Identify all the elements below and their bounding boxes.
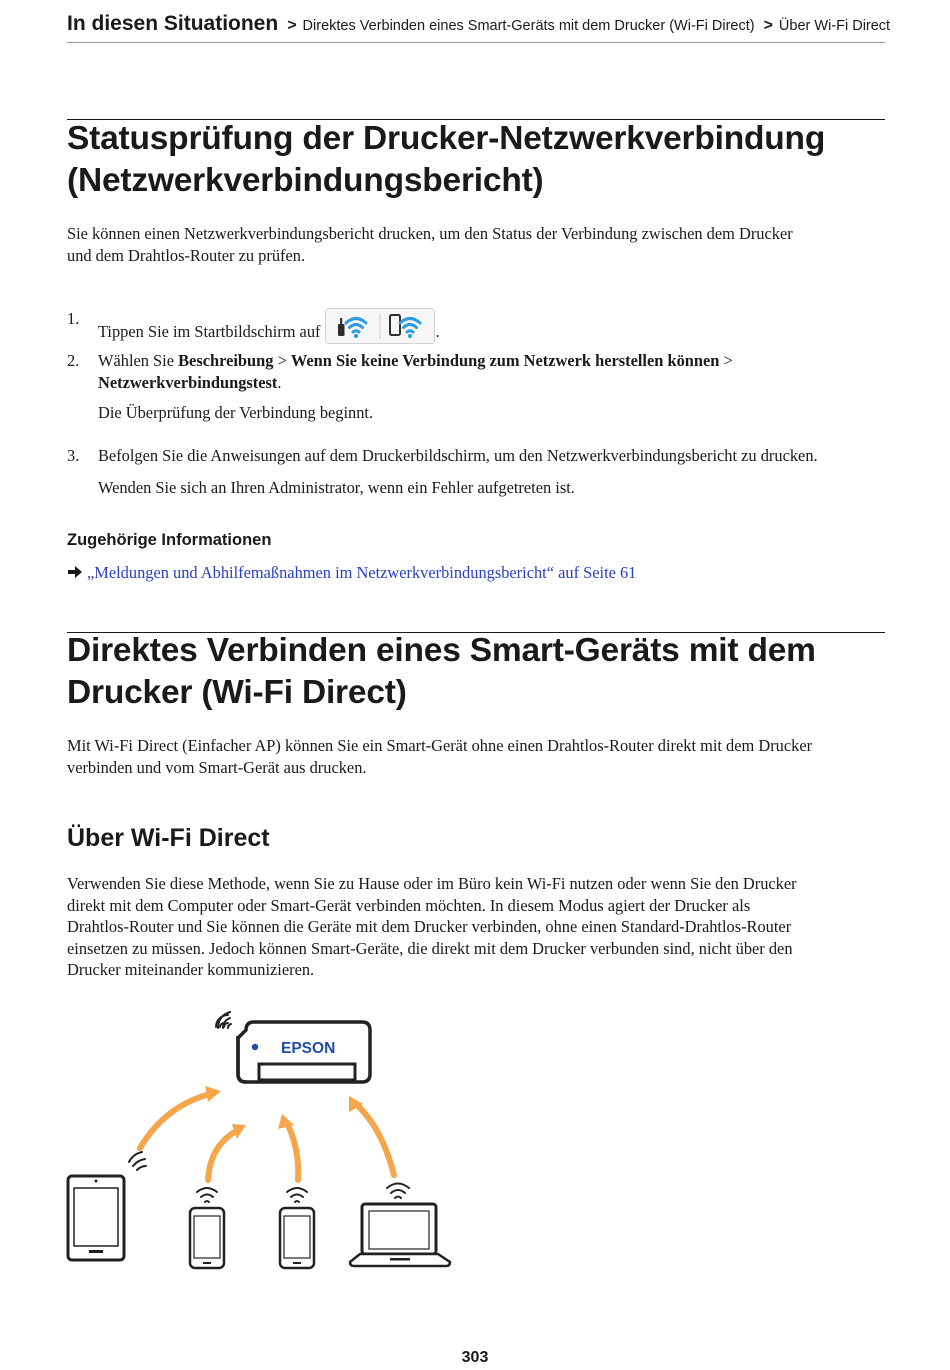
step-number: 1. bbox=[67, 309, 80, 328]
section-title-status-check bbox=[67, 118, 885, 202]
body-line: einsetzen zu müssen. Jedoch können Smart-Geräte, die direkt mit dem Drucker verbunden sind, nicht über den bbox=[67, 938, 793, 958]
arrow-right-icon bbox=[67, 565, 83, 579]
body-line: Verwenden Sie diese Methode, wenn Sie zu Hause oder im Büro kein Wi-Fi nutzen oder wenn Sie den Drucker bbox=[67, 874, 797, 893]
intro-line: Mit Wi-Fi Direct (Einfacher AP) können Sie ein Smart-Gerät ohne einen Drahtlos-Router direkt mit dem Drucker bbox=[67, 736, 813, 755]
wifi-signal-icon bbox=[197, 1188, 217, 1202]
wifi-signal-icon bbox=[129, 1152, 146, 1170]
breadcrumb-main[interactable]: In diesen Situationen bbox=[67, 12, 279, 35]
menu-term-connection-test: Netzwerkverbindungstest bbox=[98, 372, 278, 392]
breadcrumb-separator: > bbox=[287, 17, 297, 34]
body-line: direkt mit dem Computer oder Smart-Gerät verbinden möchten. In diesem Modus agiert der Drucker als bbox=[67, 895, 751, 915]
breadcrumb-separator: > bbox=[763, 17, 773, 34]
step-text: Befolgen Sie die Anweisungen auf dem Druckerbildschirm, um den Netzwerkverbindungsbericht zu drucken. bbox=[98, 446, 818, 465]
section-title-line: Drucker (Wi-Fi Direct) bbox=[67, 674, 407, 711]
breadcrumb bbox=[67, 12, 891, 43]
wifi-direct-illustration bbox=[60, 1000, 470, 1290]
page-number: 303 bbox=[461, 1349, 489, 1366]
body-line: Drahtlos-Router und Sie können die Geräte mit dem Drucker verbinden, ohne einen Standard-Drahtlos-Router bbox=[67, 917, 792, 936]
body-line: Drucker miteinander kommunizieren. bbox=[67, 960, 315, 979]
section-title-line: Statusprüfung der Drucker-Netzwerkverbindung bbox=[67, 120, 826, 157]
menu-separator: > bbox=[723, 351, 733, 370]
section-title-wifi-direct bbox=[67, 630, 885, 714]
wifi-status-icon bbox=[325, 308, 435, 344]
smartphone-icon bbox=[190, 1208, 224, 1268]
laptop-icon bbox=[350, 1204, 450, 1266]
step-note: Wenden Sie sich an Ihren Administrator, wenn ein Fehler aufgetreten ist. bbox=[98, 478, 575, 497]
intro-line: Sie können einen Netzwerkverbindungsbericht drucken, um den Status der Verbindung zwischen dem Drucker bbox=[67, 224, 793, 243]
smartphone-icon bbox=[280, 1208, 314, 1268]
step-text-after-icon: . bbox=[435, 322, 440, 341]
menu-separator: > bbox=[277, 351, 287, 370]
section-intro bbox=[67, 223, 885, 266]
step-suffix: . bbox=[277, 372, 282, 392]
printer-icon bbox=[238, 1022, 370, 1082]
wifi-signal-icon bbox=[287, 1188, 307, 1202]
breadcrumb-item-wifi-direct[interactable]: Direktes Verbinden eines Smart-Geräts mit dem Drucker (Wi-Fi Direct) bbox=[302, 18, 755, 34]
related-info-link[interactable]: „Meldungen und Abhilfemaßnahmen im Netzwerkverbindungsbericht“ auf Seite 61 bbox=[87, 563, 637, 582]
step-text-before-icon: Tippen Sie im Startbildschirm auf bbox=[98, 322, 321, 341]
intro-line: verbinden und vom Smart-Gerät aus drucken. bbox=[67, 757, 367, 777]
menu-term-beschreibung: Beschreibung bbox=[178, 351, 274, 370]
breadcrumb-item-about-wifi-direct[interactable]: Über Wi-Fi Direct bbox=[778, 18, 891, 34]
step-prefix: Wählen Sie bbox=[98, 351, 175, 370]
step-number: 3. bbox=[67, 446, 80, 465]
printer-brand: EPSON bbox=[281, 1040, 336, 1057]
section-title-line: Direktes Verbinden eines Smart-Geräts mit dem bbox=[67, 632, 816, 669]
wifi-signal-icon bbox=[387, 1184, 409, 1199]
step-number: 2. bbox=[67, 351, 80, 370]
tablet-icon bbox=[68, 1176, 124, 1260]
related-info-title: Zugehörige Informationen bbox=[67, 531, 272, 549]
section-title-line: (Netzwerkverbindungsbericht) bbox=[67, 162, 544, 199]
menu-term-no-connection: Wenn Sie keine Verbindung zum Netzwerk herstellen können bbox=[290, 351, 720, 370]
section-intro bbox=[67, 735, 885, 778]
related-info-item bbox=[67, 562, 636, 584]
intro-line: und dem Drahtlos-Router zu prüfen. bbox=[67, 245, 306, 265]
subsection-body bbox=[67, 873, 885, 981]
step-text bbox=[98, 308, 888, 344]
step-text bbox=[98, 350, 888, 393]
step-note: Die Überprüfung der Verbindung beginnt. bbox=[98, 403, 374, 422]
subsection-title: Über Wi-Fi Direct bbox=[67, 824, 270, 852]
